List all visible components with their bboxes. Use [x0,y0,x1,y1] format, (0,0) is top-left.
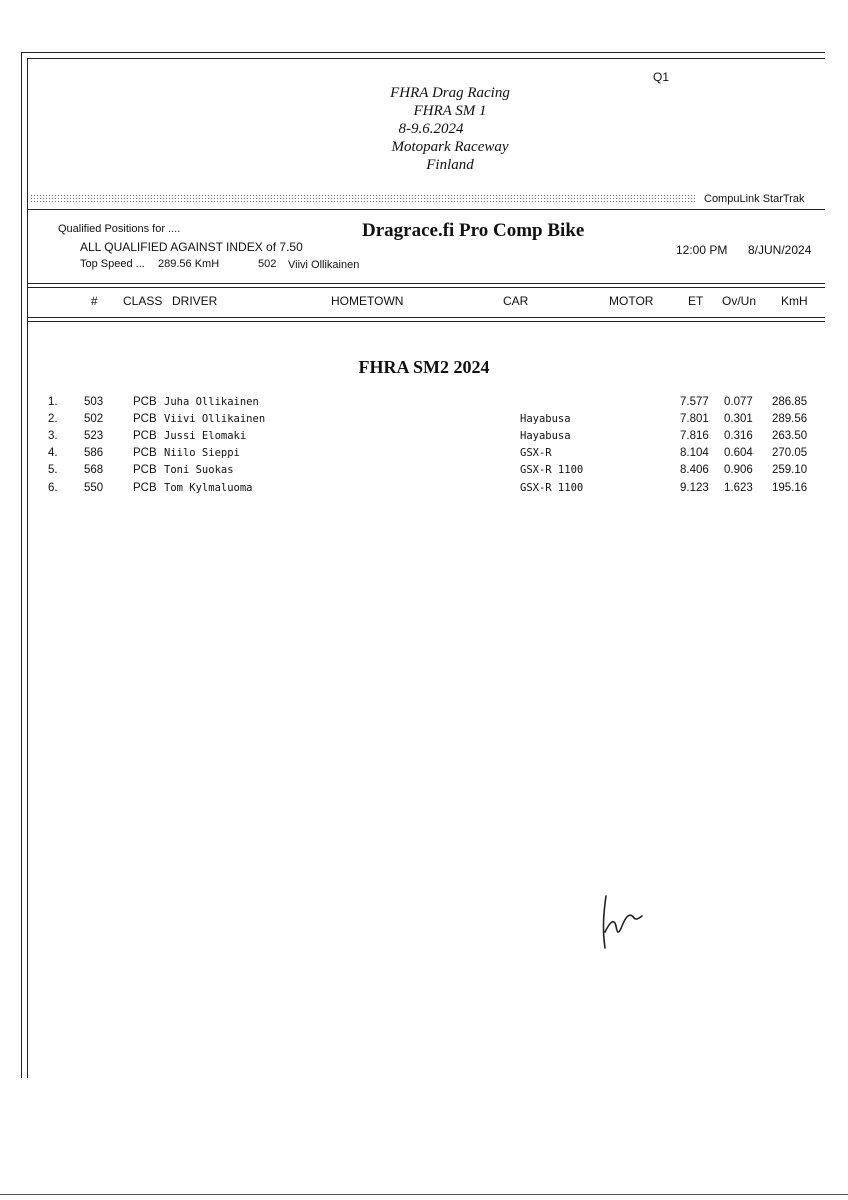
index-line: ALL QUALIFIED AGAINST INDEX of 7.50 [80,240,303,254]
ov-un: 0.604 [724,447,753,459]
qualifying-round-label: Q1 [653,70,670,84]
car: Hayabusa [520,430,571,442]
left-border-inner [27,58,28,1078]
position: 6. [48,482,58,494]
top-speed-label: Top Speed ... [80,258,145,270]
car-number: 568 [84,464,104,476]
et: 7.577 [680,396,709,408]
car-number: 502 [84,413,104,425]
section-title: FHRA SM2 2024 [358,357,490,377]
table-row [0,396,848,413]
et: 8.104 [680,447,709,459]
col-header-motor: MOTOR [609,294,654,308]
columns-bottom-line-2 [27,321,825,322]
software-label: CompuLink StarTrak [704,193,805,205]
table-row [0,413,848,430]
columns-top-line-2 [27,287,825,288]
col-header-ovun: Ov/Un [722,294,757,308]
class: PCB [133,413,157,425]
left-border-outer [21,52,22,1078]
et: 8.406 [680,464,709,476]
class: PCB [133,396,157,408]
class: PCB [133,430,157,442]
col-header-kmh: KmH [781,294,808,308]
top-speed-driver: Viivi Ollikainen [288,259,360,271]
position: 3. [48,430,58,442]
ov-un: 1.623 [724,482,753,494]
col-header-number: # [91,294,98,308]
class-title: Dragrace.fi Pro Comp Bike [362,220,585,241]
table-row [0,464,848,481]
driver: Toni Suokas [164,464,234,476]
top-border-outer [21,52,825,53]
handwritten-signature [596,892,656,952]
class: PCB [133,447,157,459]
car: Hayabusa [520,413,571,425]
ov-un: 0.316 [724,430,753,442]
top-border-inner [27,58,825,59]
table-row [0,482,848,499]
ov-un: 0.077 [724,396,753,408]
event-line-3: 8-9.6.2024 [398,121,464,137]
kmh: 289.56 [772,413,808,425]
class: PCB [133,482,157,494]
kmh: 270.05 [772,447,808,459]
position: 1. [48,396,58,408]
position: 4. [48,447,58,459]
report-date: 8/JUN/2024 [748,243,812,257]
kmh: 259.10 [772,464,808,476]
event-header [300,84,600,174]
col-header-hometown: HOMETOWN [331,294,404,308]
page-bottom-line [0,1194,848,1195]
driver: Viivi Ollikainen [164,413,266,425]
event-line-4: Motopark Raceway [391,139,509,155]
header-divider [27,209,825,210]
event-line-2: FHRA SM 1 [413,103,487,119]
class: PCB [133,464,157,476]
et: 7.816 [680,430,709,442]
columns-bottom-line-1 [27,317,825,318]
position: 5. [48,464,58,476]
col-header-class: CLASS [123,294,163,308]
driver: Juha Ollikainen [164,396,259,408]
kmh: 195.16 [772,482,808,494]
car-number: 523 [84,430,104,442]
qualified-positions-label: Qualified Positions for .... [58,223,181,235]
car-number: 586 [84,447,104,459]
car: GSX-R 1100 [520,482,584,494]
car: GSX-R [520,447,552,459]
et: 7.801 [680,413,709,425]
columns-top-line-1 [27,283,825,284]
driver: Niilo Sieppi [164,447,240,459]
position: 2. [48,413,58,425]
car-number: 503 [84,396,104,408]
ov-un: 0.301 [724,413,753,425]
report-time: 12:00 PM [676,243,728,257]
ov-un: 0.906 [724,464,753,476]
kmh: 263.50 [772,430,808,442]
top-speed-value: 289.56 KmH [158,258,220,270]
table-row [0,430,848,447]
driver: Tom Kylmaluoma [164,482,253,494]
et: 9.123 [680,482,709,494]
car: GSX-R 1100 [520,464,584,476]
kmh: 286.85 [772,396,808,408]
col-header-driver: DRIVER [172,294,218,308]
event-line-5: Finland [426,157,474,173]
event-line-1: FHRA Drag Racing [390,85,510,101]
top-speed-car-number: 502 [258,258,277,270]
table-row [0,447,848,464]
car-number: 550 [84,482,104,494]
driver: Jussi Elomaki [164,430,247,442]
col-header-car: CAR [503,294,529,308]
col-header-et: ET [688,294,704,308]
dotted-separator [30,194,696,202]
